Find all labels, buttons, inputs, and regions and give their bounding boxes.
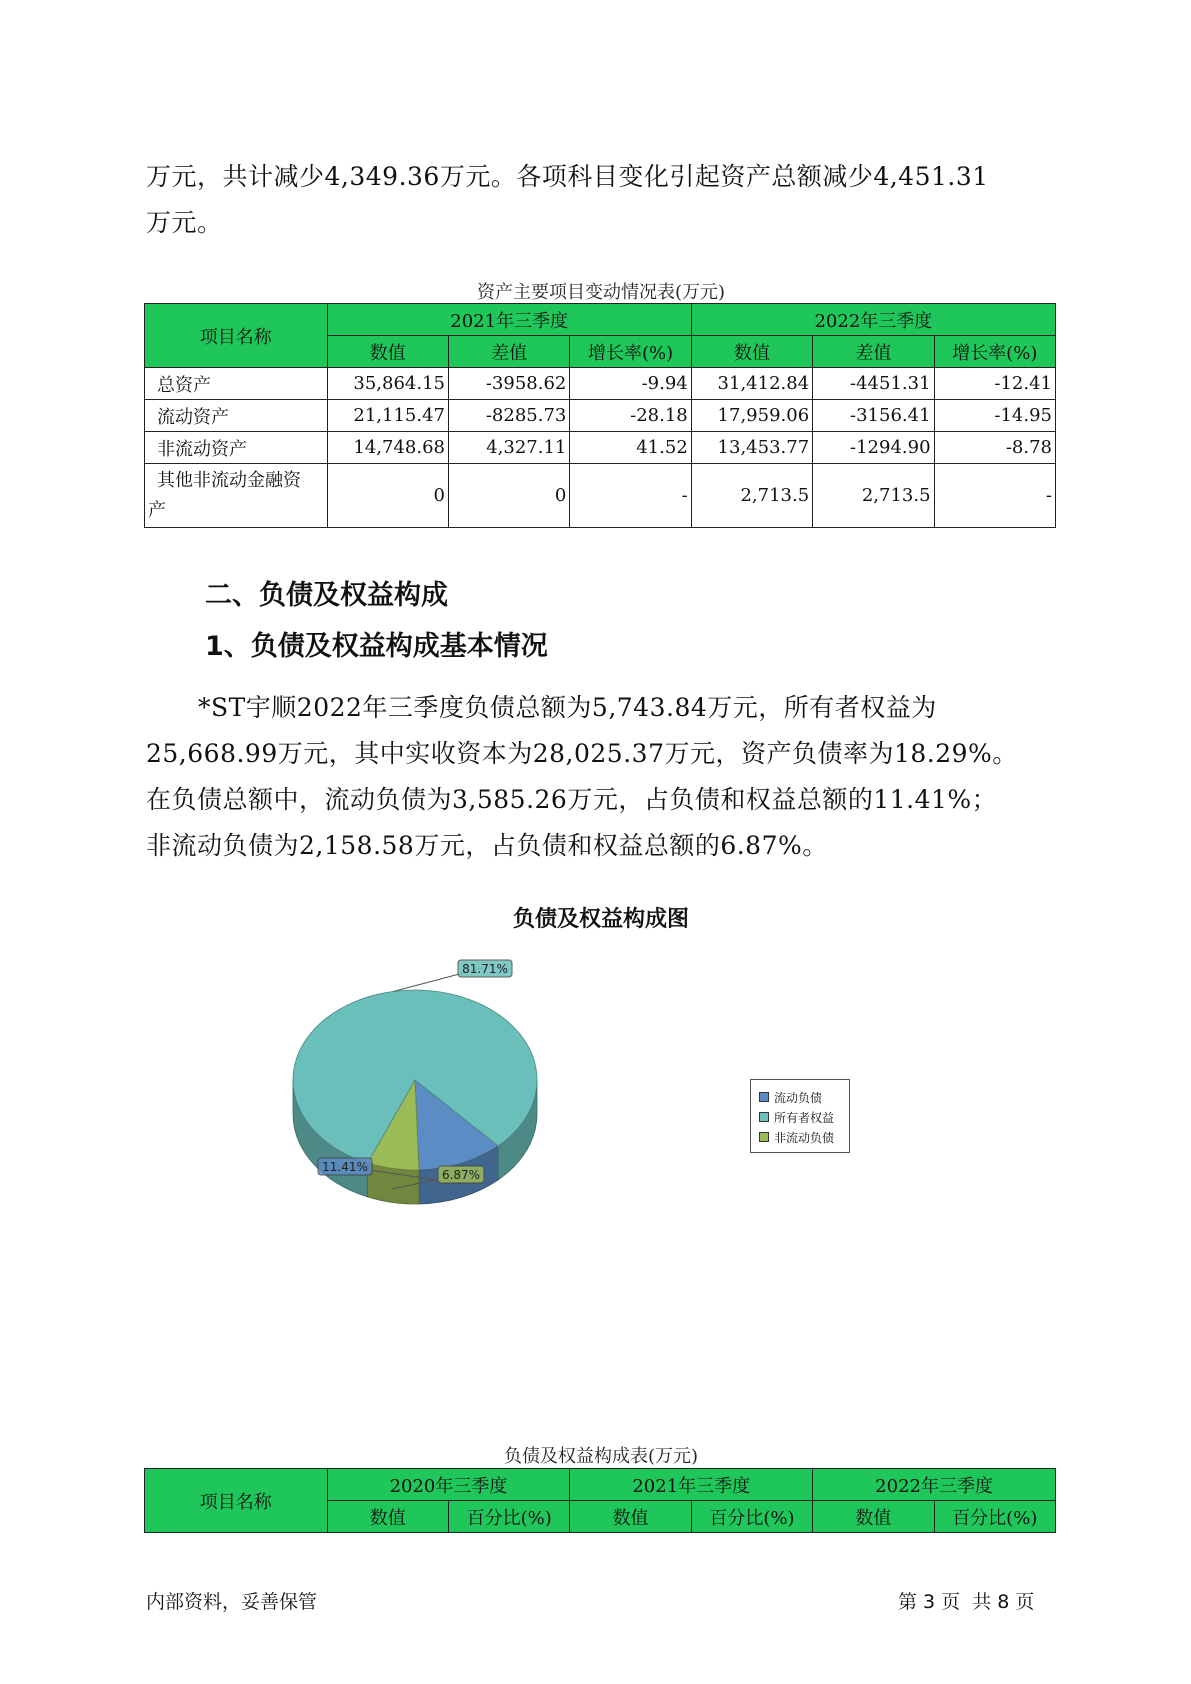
cell: 17,959.06 bbox=[691, 400, 812, 432]
pie-data-label: 6.87% bbox=[441, 1168, 481, 1182]
asset-table bbox=[144, 303, 1056, 528]
table-subheader: 数值 bbox=[813, 1501, 934, 1533]
chart-title: 负债及权益构成图 bbox=[512, 907, 689, 932]
table-subheader: 增长率(%) bbox=[934, 336, 1055, 368]
table-header-period: 2020年三季度 bbox=[327, 1469, 570, 1501]
legend-label: 流动负债 bbox=[774, 1090, 823, 1105]
cell: 2,713.5 bbox=[691, 464, 812, 528]
intro-line-1: 万元，共计减少4,349.36万元。各项科目变化引起资产总额减少4,451.31 bbox=[146, 162, 989, 191]
pie-data-label: 81.71% bbox=[462, 962, 508, 976]
liability-table-caption: 负债及权益构成表(万元) bbox=[503, 1446, 699, 1467]
table-subheader: 差值 bbox=[813, 336, 934, 368]
cell: -8285.73 bbox=[448, 400, 569, 432]
table-header-period: 2022年三季度 bbox=[691, 304, 1055, 336]
cell: -1294.90 bbox=[813, 432, 934, 464]
row-name: 非流动资产 bbox=[145, 432, 328, 464]
body-line-1: *ST宇顺2022年三季度负债总额为5,743.84万元，所有者权益为 bbox=[198, 693, 937, 722]
body-line-2: 25,668.99万元，其中实收资本为28,025.37万元，资产负债率为18.29%。 bbox=[146, 739, 1018, 768]
table-row bbox=[145, 464, 1056, 528]
body-paragraph bbox=[146, 685, 1046, 869]
body-line-3: 在负债总额中，流动负债为3,585.26万元，占负债和权益总额的11.41%； bbox=[146, 785, 998, 814]
table-subheader: 差值 bbox=[448, 336, 569, 368]
cell: -9.94 bbox=[570, 368, 691, 400]
table-subheader: 数值 bbox=[327, 1501, 448, 1533]
body-line-4: 非流动负债为2,158.58万元，占负债和权益总额的6.87%。 bbox=[146, 831, 828, 860]
table-subheader: 百分比(%) bbox=[691, 1501, 812, 1533]
table-subheader: 百分比(%) bbox=[934, 1501, 1055, 1533]
section-heading: 二、负债及权益构成 bbox=[205, 580, 448, 611]
cell: -28.18 bbox=[570, 400, 691, 432]
footer-note: 内部资料，妥善保管 bbox=[146, 1591, 318, 1613]
legend-swatch bbox=[759, 1132, 769, 1142]
legend-swatch bbox=[759, 1092, 769, 1102]
cell: 21,115.47 bbox=[327, 400, 448, 432]
cell: 14,748.68 bbox=[327, 432, 448, 464]
cell: - bbox=[934, 464, 1055, 528]
cell: -3156.41 bbox=[813, 400, 934, 432]
cell: 13,453.77 bbox=[691, 432, 812, 464]
cell: 35,864.15 bbox=[327, 368, 448, 400]
row-name-line-2: 产 bbox=[148, 499, 166, 521]
row-name bbox=[145, 464, 328, 528]
cell: -12.41 bbox=[934, 368, 1055, 400]
cell: 4,327.11 bbox=[448, 432, 569, 464]
table-subheader: 数值 bbox=[691, 336, 812, 368]
table-header-name: 项目名称 bbox=[145, 304, 328, 368]
table-row bbox=[145, 368, 1056, 400]
legend-item bbox=[759, 1088, 849, 1106]
chart-legend bbox=[750, 1079, 850, 1153]
table-header-period: 2021年三季度 bbox=[570, 1469, 813, 1501]
table-header-period: 2021年三季度 bbox=[327, 304, 691, 336]
cell: 0 bbox=[327, 464, 448, 528]
legend-item bbox=[759, 1108, 849, 1126]
legend-label: 非流动负债 bbox=[774, 1130, 835, 1145]
legend-item bbox=[759, 1128, 849, 1146]
cell: -14.95 bbox=[934, 400, 1055, 432]
legend-label: 所有者权益 bbox=[774, 1110, 835, 1125]
page-number: 第 3 页 共 8 页 bbox=[898, 1591, 1035, 1613]
row-name: 总资产 bbox=[145, 368, 328, 400]
cell: 2,713.5 bbox=[813, 464, 934, 528]
table-subheader: 百分比(%) bbox=[448, 1501, 569, 1533]
table-subheader: 数值 bbox=[327, 336, 448, 368]
row-name-line-1: 其他非流动金融资 bbox=[157, 469, 301, 491]
cell: -3958.62 bbox=[448, 368, 569, 400]
cell: 0 bbox=[448, 464, 569, 528]
legend-swatch bbox=[759, 1112, 769, 1122]
table-row bbox=[145, 400, 1056, 432]
cell: -8.78 bbox=[934, 432, 1055, 464]
liability-table bbox=[144, 1468, 1056, 1533]
cell: - bbox=[570, 464, 691, 528]
table-header-period: 2022年三季度 bbox=[813, 1469, 1056, 1501]
table-subheader: 增长率(%) bbox=[570, 336, 691, 368]
table-subheader: 数值 bbox=[570, 1501, 691, 1533]
cell: 41.52 bbox=[570, 432, 691, 464]
asset-table-caption: 资产主要项目变动情况表(万元) bbox=[476, 282, 726, 303]
cell: 31,412.84 bbox=[691, 368, 812, 400]
table-header-name: 项目名称 bbox=[145, 1469, 328, 1533]
pie-data-label: 11.41% bbox=[322, 1160, 368, 1174]
intro-paragraph bbox=[146, 154, 1046, 246]
row-name: 流动资产 bbox=[145, 400, 328, 432]
cell: -4451.31 bbox=[813, 368, 934, 400]
table-row bbox=[145, 432, 1056, 464]
section-subheading: 1、负债及权益构成基本情况 bbox=[205, 631, 548, 662]
pie-chart bbox=[280, 950, 600, 1230]
intro-line-2: 万元。 bbox=[146, 208, 223, 237]
